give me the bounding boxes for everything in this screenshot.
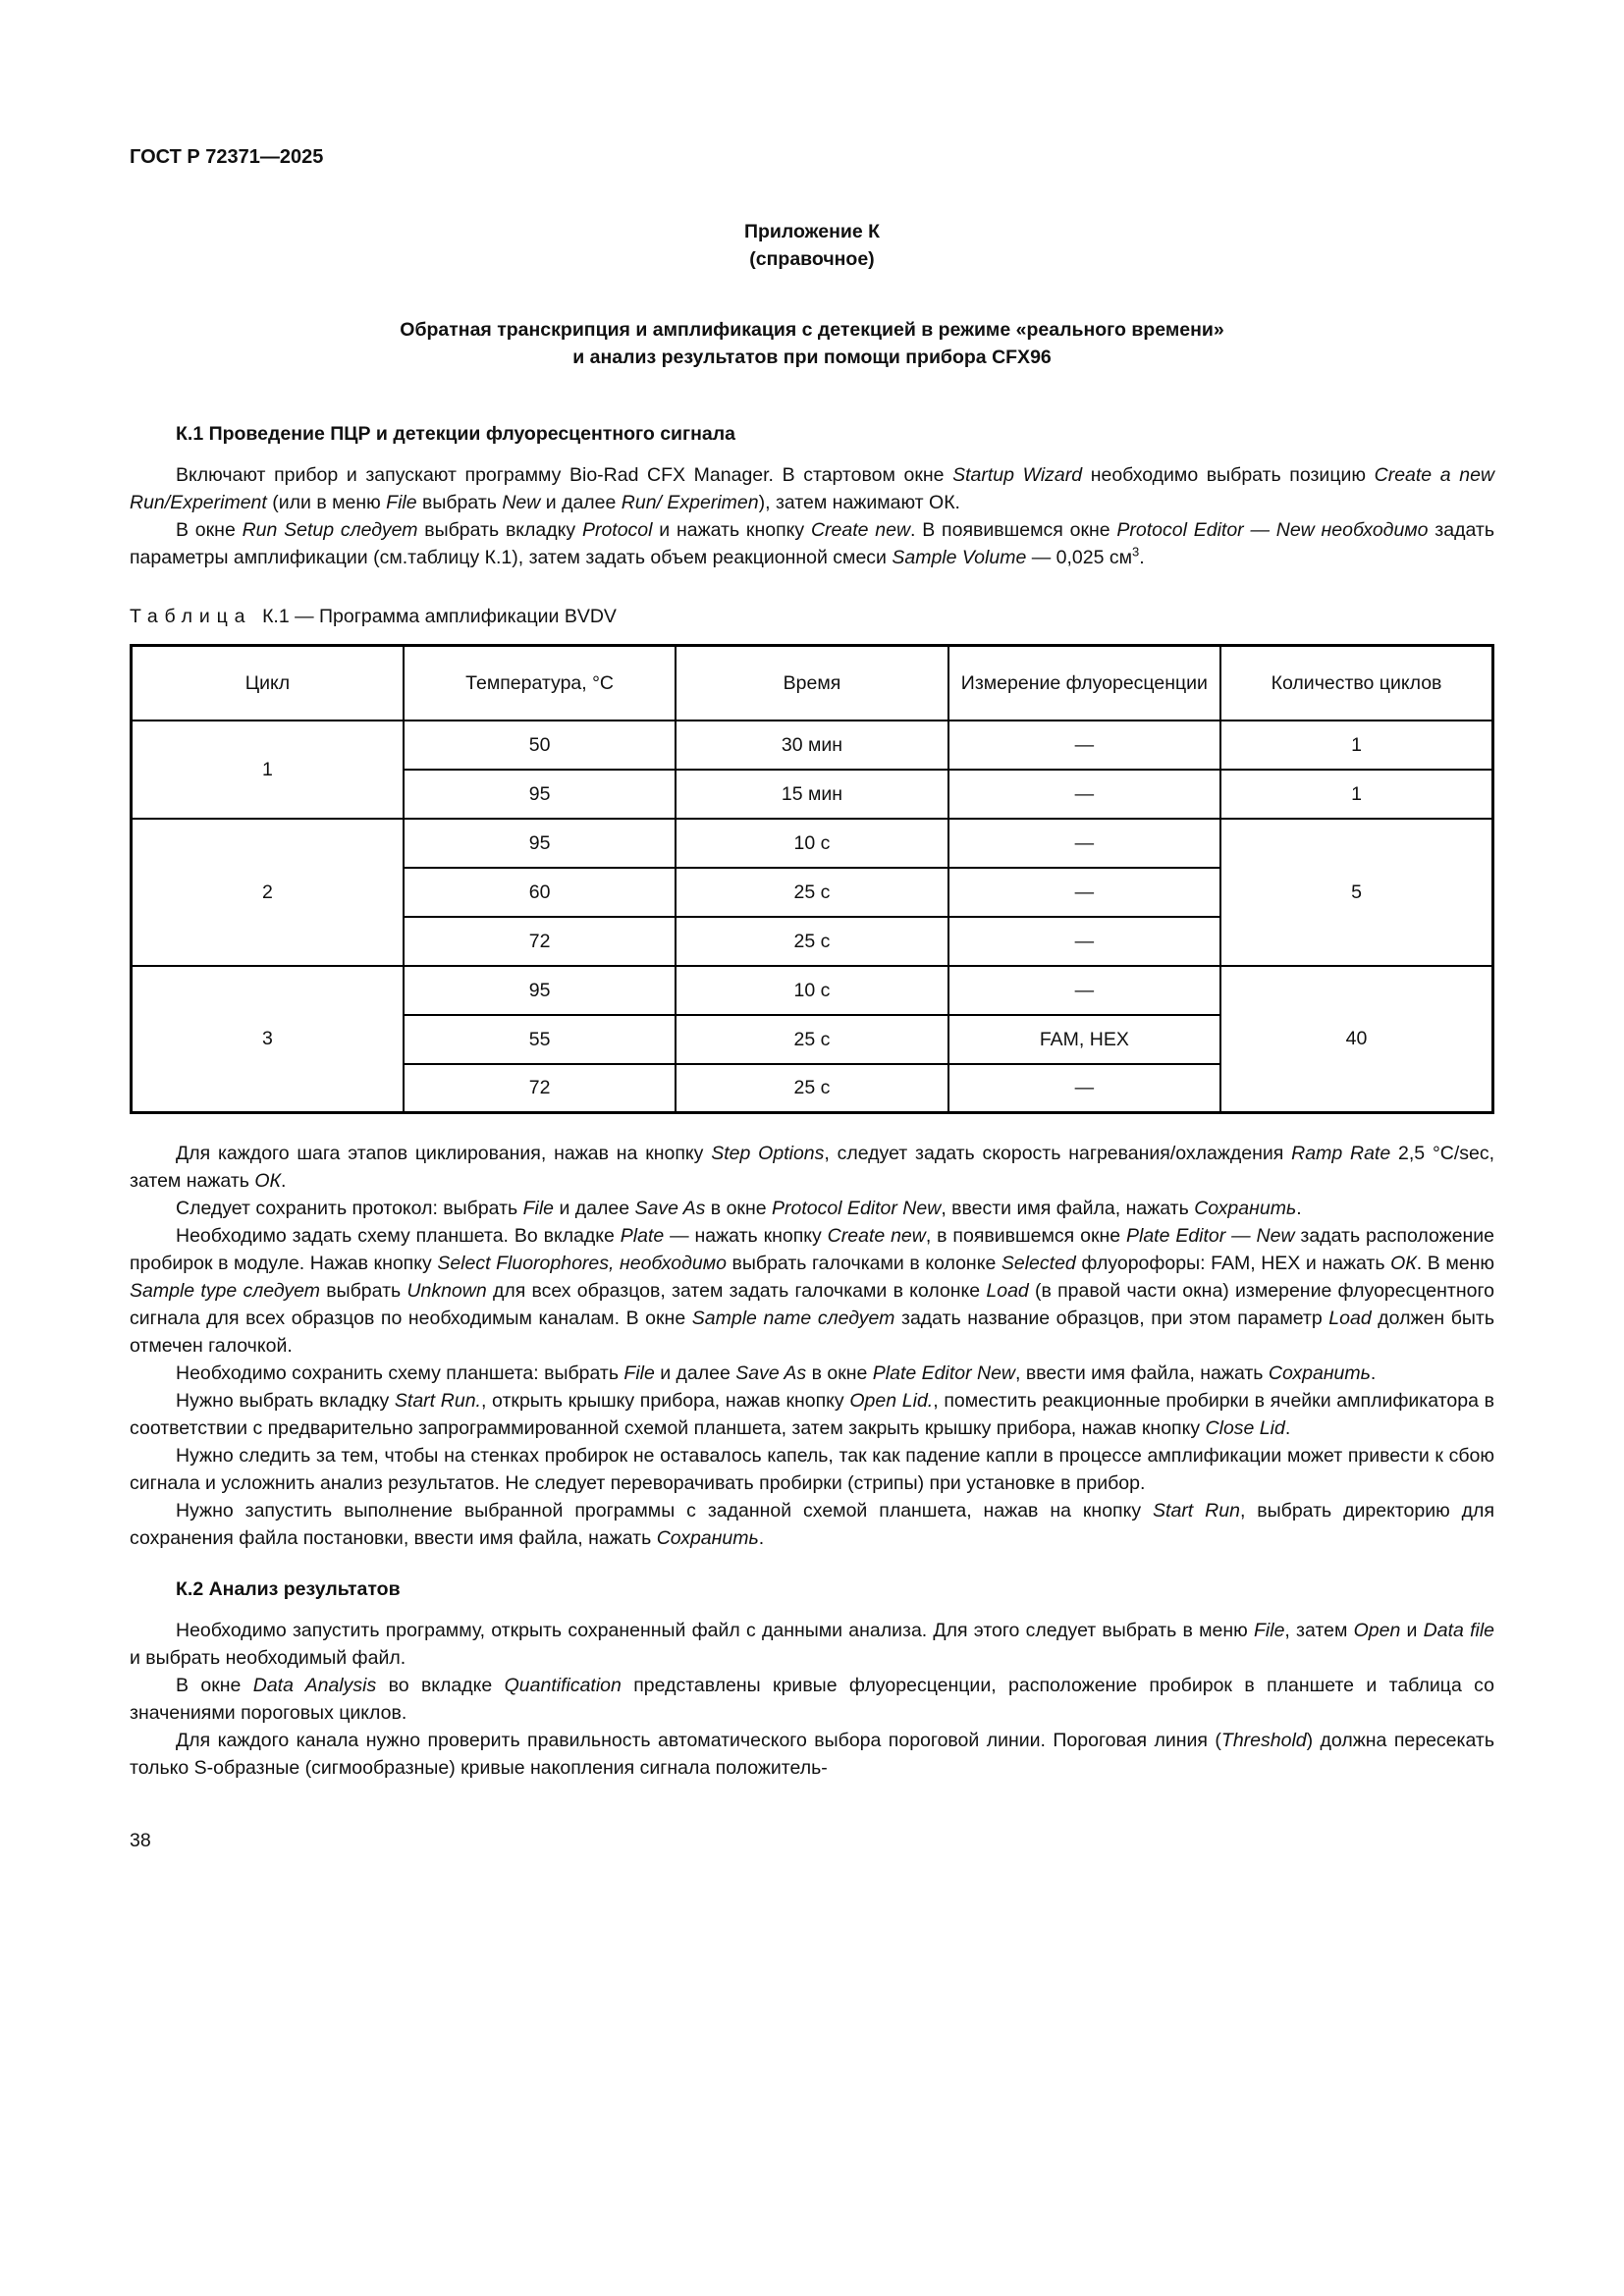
cell-time: 30 мин [676, 721, 947, 770]
cell-time: 10 с [676, 966, 947, 1015]
cell-measurement: — [948, 721, 1220, 770]
cell-time: 10 с [676, 819, 947, 868]
cell-count: 1 [1220, 721, 1492, 770]
cell-temp: 72 [404, 917, 676, 966]
cell-time: 25 с [676, 1015, 947, 1064]
col-header-measurement: Измерение флуоресценции [948, 646, 1220, 721]
col-header-time: Время [676, 646, 947, 721]
cell-measurement: FAM, HEX [948, 1015, 1220, 1064]
annex-kind: (справочное) [749, 248, 875, 270]
table-header-row [132, 646, 1493, 721]
cell-time: 25 с [676, 1064, 947, 1113]
paragraph: Необходимо задать схему планшета. Во вкладке Plate — нажать кнопку Create new, в появившемся окне Plate Editor — New задать расположение пробирок в модуле. Нажав кнопку Select Fluorophores, необходимо выбрать галочками в колонке Selected флуорофоры: FAM, HEX и нажать ОК. В меню Sample type следует выбрать Unknown для всех образцов, затем задать галочками в колонке Load (в правой части окна) измерение флуоресцентного сигнала для всех образцов по необходимым каналам. В окне Sample name следует задать название образцов, при этом параметр Load должен быть отмечен галочкой. [130, 1225, 1495, 1357]
paragraph: Нужно выбрать вкладку Start Run., открыть крышку прибора, нажав кнопку Open Lid., поместить реакционные пробирки в ячейки амплификатора в соответствии с предварительно запрограммированной схемой планшета, затем закрыть крышку прибора, нажав кнопку Close Lid. [130, 1390, 1494, 1439]
cell-temp: 95 [404, 770, 676, 819]
cell-temp: 60 [404, 868, 676, 917]
table-caption-word: Таблица [130, 606, 252, 627]
cell-count: 40 [1220, 966, 1492, 1113]
cell-temp: 50 [404, 721, 676, 770]
paragraph: Включают прибор и запускают программу Bio-Rad CFX Manager. В стартовом окне Startup Wizard необходимо выбрать позицию Create a new Run/Experiment (или в меню File выбрать New и далее Run/ Experimen), затем нажимают ОК. [130, 464, 1495, 513]
col-header-cycles-count: Количество циклов [1220, 646, 1492, 721]
table-row [132, 819, 1493, 868]
section-heading-k2: К.2 Анализ результатов [176, 1578, 401, 1600]
paragraph: Нужно запустить выполнение выбранной программы с заданной схемой планшета, нажав на кнопку Start Run, выбрать директорию для сохранения файла постановки, ввести имя файла, нажать Сохранить. [130, 1500, 1494, 1549]
cell-measurement: — [948, 868, 1220, 917]
table-row [132, 721, 1493, 770]
cell-temp: 72 [404, 1064, 676, 1113]
cell-measurement: — [948, 917, 1220, 966]
table-caption-text: К.1 — Программа амплификации BVDV [262, 606, 617, 627]
paragraph: Для каждого канала нужно проверить правильность автоматического выбора пороговой линии. Пороговая линия (Threshold) должна пересекать только S-образные (сигмообразные) кривые накопления сигнала положитель- [130, 1730, 1494, 1779]
cell-count: 1 [1220, 770, 1492, 819]
paragraph: В окне Data Analysis во вкладке Quantification представлены кривые флуоресценции, расположение пробирок в планшете и таблица со значениями пороговых циклов. [130, 1675, 1494, 1724]
paragraph: Следует сохранить протокол: выбрать File и далее Save As в окне Protocol Editor New, ввести имя файла, нажать Сохранить. [176, 1198, 1302, 1219]
paragraph: Необходимо запустить программу, открыть сохраненный файл с данными анализа. Для этого следует выбрать в меню File, затем Open и Data file и выбрать необходимый файл. [130, 1620, 1494, 1669]
paragraph: В окне Run Setup следует выбрать вкладку Protocol и нажать кнопку Create new. В появившемся окне Protocol Editor — New необходимо задать параметры амплификации (см.таблицу К.1), затем задать объем реакционной смеси Sample Volume — 0,025 $см^3$. [130, 519, 1494, 568]
col-header-cycle: Цикл [132, 646, 404, 721]
table-caption [130, 603, 1494, 630]
cell-cycle: 1 [132, 721, 404, 819]
cell-temp: 95 [404, 819, 676, 868]
cell-cycle: 2 [132, 819, 404, 966]
paragraph: Для каждого шага этапов циклирования, нажав на кнопку Step Options, следует задать скорость нагревания/охлаждения Ramp Rate 2,5 °C/sec, затем нажать ОК. [130, 1143, 1495, 1192]
annex-title-line1: Обратная транскрипция и амплификация с детекцией в режиме «реального времени» [400, 319, 1224, 341]
annex-title [130, 316, 1494, 371]
cell-temp: 55 [404, 1015, 676, 1064]
cell-temp: 95 [404, 966, 676, 1015]
col-header-temperature: Температура, °С [404, 646, 676, 721]
cell-measurement: — [948, 1064, 1220, 1113]
cell-time: 15 мин [676, 770, 947, 819]
cell-time: 25 с [676, 917, 947, 966]
cell-measurement: — [948, 966, 1220, 1015]
annex-title-line2: и анализ результатов при помощи прибора CFX96 [572, 347, 1052, 368]
cell-time: 25 с [676, 868, 947, 917]
cell-cycle: 3 [132, 966, 404, 1113]
amplification-program-table [130, 644, 1494, 1114]
cell-measurement: — [948, 819, 1220, 868]
annex-label: Приложение К [743, 221, 881, 242]
cell-count: 5 [1220, 819, 1492, 966]
page-number: 38 [130, 1830, 151, 1851]
paragraph: Нужно следить за тем, чтобы на стенках пробирок не оставалось капель, так как падение капли в процессе амплификации может привести к сбою сигнала и усложнить анализ результатов. Не следует переворачивать пробирки (стрипы) при установке в прибор. [130, 1445, 1494, 1494]
table-row [132, 966, 1493, 1015]
paragraph: Необходимо сохранить схему планшета: выбрать File и далее Save As в окне Plate Editor New, ввести имя файла, нажать Сохранить. [176, 1362, 1377, 1384]
section-heading-k1: К.1 Проведение ПЦР и детекции флуоресцентного сигнала [176, 423, 736, 445]
doc-code: ГОСТ Р 72371—2025 [130, 146, 324, 168]
cell-measurement: — [948, 770, 1220, 819]
